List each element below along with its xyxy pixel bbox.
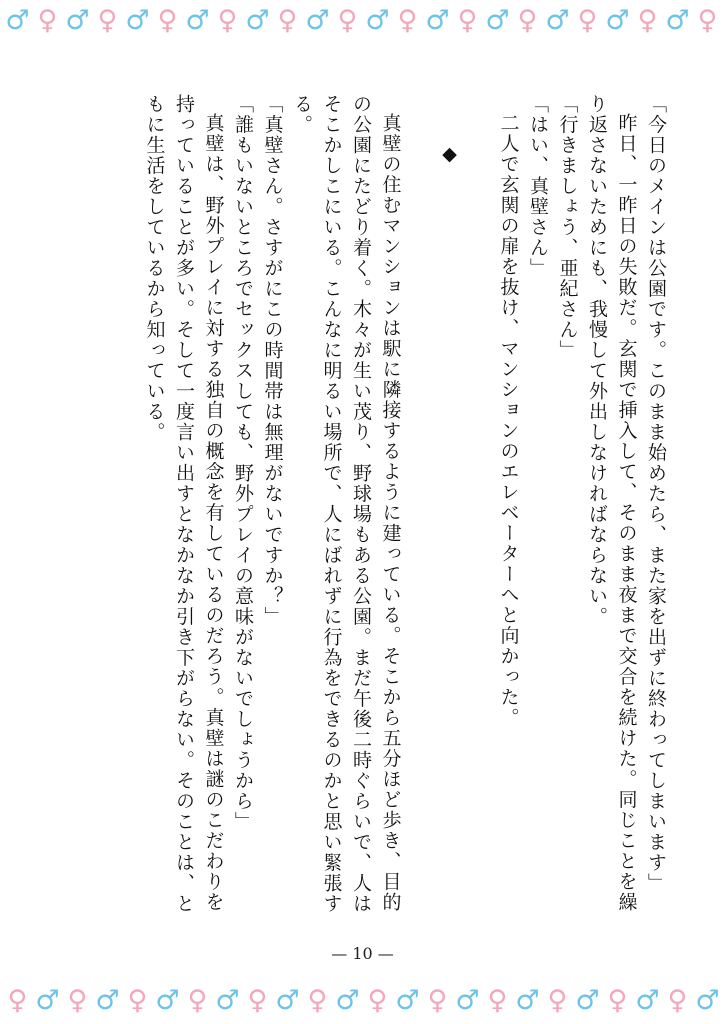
male-symbol-icon: ♂ bbox=[695, 985, 720, 1016]
paragraph: 「行きましょう、亜紀さん」 bbox=[556, 94, 579, 361]
male-symbol-icon: ♂ bbox=[365, 5, 390, 36]
male-symbol-icon: ♂ bbox=[95, 985, 120, 1016]
female-symbol-icon: ♀ bbox=[607, 985, 628, 1016]
female-symbol-icon: ♀ bbox=[517, 5, 538, 36]
paragraph: 二人で玄関の扉を抜け、マンションのエレベーターへと向かった。 bbox=[497, 113, 520, 728]
male-symbol-icon: ♂ bbox=[485, 5, 510, 36]
male-symbol-icon: ♂ bbox=[515, 985, 540, 1016]
female-symbol-icon: ♀ bbox=[427, 985, 448, 1016]
paragraph: 「今日のメインは公園です。このまま始めたら、また家を出ずに終わってしまいます」 bbox=[645, 94, 667, 894]
female-symbol-icon: ♀ bbox=[217, 5, 238, 36]
female-symbol-icon: ♀ bbox=[397, 5, 418, 36]
male-symbol-icon: ♂ bbox=[605, 5, 630, 36]
male-symbol-icon: ♂ bbox=[455, 985, 480, 1016]
male-symbol-icon: ♂ bbox=[425, 5, 450, 36]
male-symbol-icon: ♂ bbox=[155, 985, 180, 1016]
female-symbol-icon: ♀ bbox=[187, 985, 208, 1016]
female-symbol-icon: ♀ bbox=[487, 985, 508, 1016]
male-symbol-icon: ♂ bbox=[335, 985, 360, 1016]
female-symbol-icon: ♀ bbox=[277, 5, 298, 36]
bottom-border bbox=[0, 984, 725, 1018]
female-symbol-icon: ♀ bbox=[337, 5, 358, 36]
male-symbol-icon: ♂ bbox=[35, 985, 60, 1016]
male-symbol-icon: ♂ bbox=[305, 5, 330, 36]
blank-line bbox=[405, 94, 435, 914]
male-symbol-icon: ♂ bbox=[665, 5, 690, 36]
paragraph: 真壁の住むマンションは駅に隣接するように建っている。そこから五分ほど歩き、目的の公園にたどり着く。木々が生い茂り、野球場もある公園。まだ午後二時ぐらいで、人はそこかしこにいる。こんなに明るい場所で、人にばれずに行為をできるのかと思い緊張する。 bbox=[291, 94, 402, 914]
male-symbol-icon: ♂ bbox=[65, 5, 90, 36]
female-symbol-icon: ♀ bbox=[577, 5, 598, 36]
female-symbol-icon: ♀ bbox=[697, 5, 718, 36]
female-symbol-icon: ♀ bbox=[457, 5, 478, 36]
male-symbol-icon: ♂ bbox=[635, 985, 660, 1016]
male-symbol-icon: ♂ bbox=[5, 5, 30, 36]
male-symbol-icon: ♂ bbox=[245, 5, 270, 36]
female-symbol-icon: ♀ bbox=[367, 985, 388, 1016]
female-symbol-icon: ♀ bbox=[97, 5, 118, 36]
page-number: — 10 — bbox=[331, 944, 394, 963]
blank-line bbox=[464, 94, 494, 914]
female-symbol-icon: ♀ bbox=[37, 5, 58, 36]
female-symbol-icon: ♀ bbox=[67, 985, 88, 1016]
paragraph: 「はい、真壁さん」 bbox=[527, 94, 549, 279]
paragraph: 真壁は、野外プレイに対する独自の概念を有しているのだろう。真壁は謎のこだわりを持っていることが多い。そして一度言い出すとなかなか引き下がらない。そのことは、ともに生活をしているから知っている。 bbox=[143, 94, 225, 914]
male-symbol-icon: ♂ bbox=[395, 985, 420, 1016]
paragraph: 昨日、一昨日の失敗だ。玄関で挿入して、そのまま夜まで交合を続けた。同じことを繰り返さないためにも、我慢して外出しなければならない。 bbox=[586, 94, 638, 913]
male-symbol-icon: ♂ bbox=[125, 5, 150, 36]
female-symbol-icon: ♀ bbox=[547, 985, 568, 1016]
female-symbol-icon: ♀ bbox=[247, 985, 268, 1016]
paragraph: 「真壁さん。さすがにこの時間帯は無理がないですか？」 bbox=[261, 94, 284, 627]
female-symbol-icon: ♀ bbox=[667, 985, 688, 1016]
male-symbol-icon: ♂ bbox=[185, 5, 210, 36]
page-body bbox=[80, 94, 670, 914]
female-symbol-icon: ♀ bbox=[307, 985, 328, 1016]
male-symbol-icon: ♂ bbox=[275, 985, 300, 1016]
female-symbol-icon: ♀ bbox=[7, 985, 28, 1016]
top-border bbox=[0, 4, 725, 38]
scene-break-diamond: ◆ bbox=[438, 143, 461, 167]
female-symbol-icon: ♀ bbox=[637, 5, 658, 36]
male-symbol-icon: ♂ bbox=[575, 985, 600, 1016]
paragraph: 「誰もいないところでセックスしても、野外プレイの意味がないでしょうから」 bbox=[232, 94, 254, 832]
male-symbol-icon: ♂ bbox=[545, 5, 570, 36]
female-symbol-icon: ♀ bbox=[157, 5, 178, 36]
female-symbol-icon: ♀ bbox=[127, 985, 148, 1016]
male-symbol-icon: ♂ bbox=[215, 985, 240, 1016]
